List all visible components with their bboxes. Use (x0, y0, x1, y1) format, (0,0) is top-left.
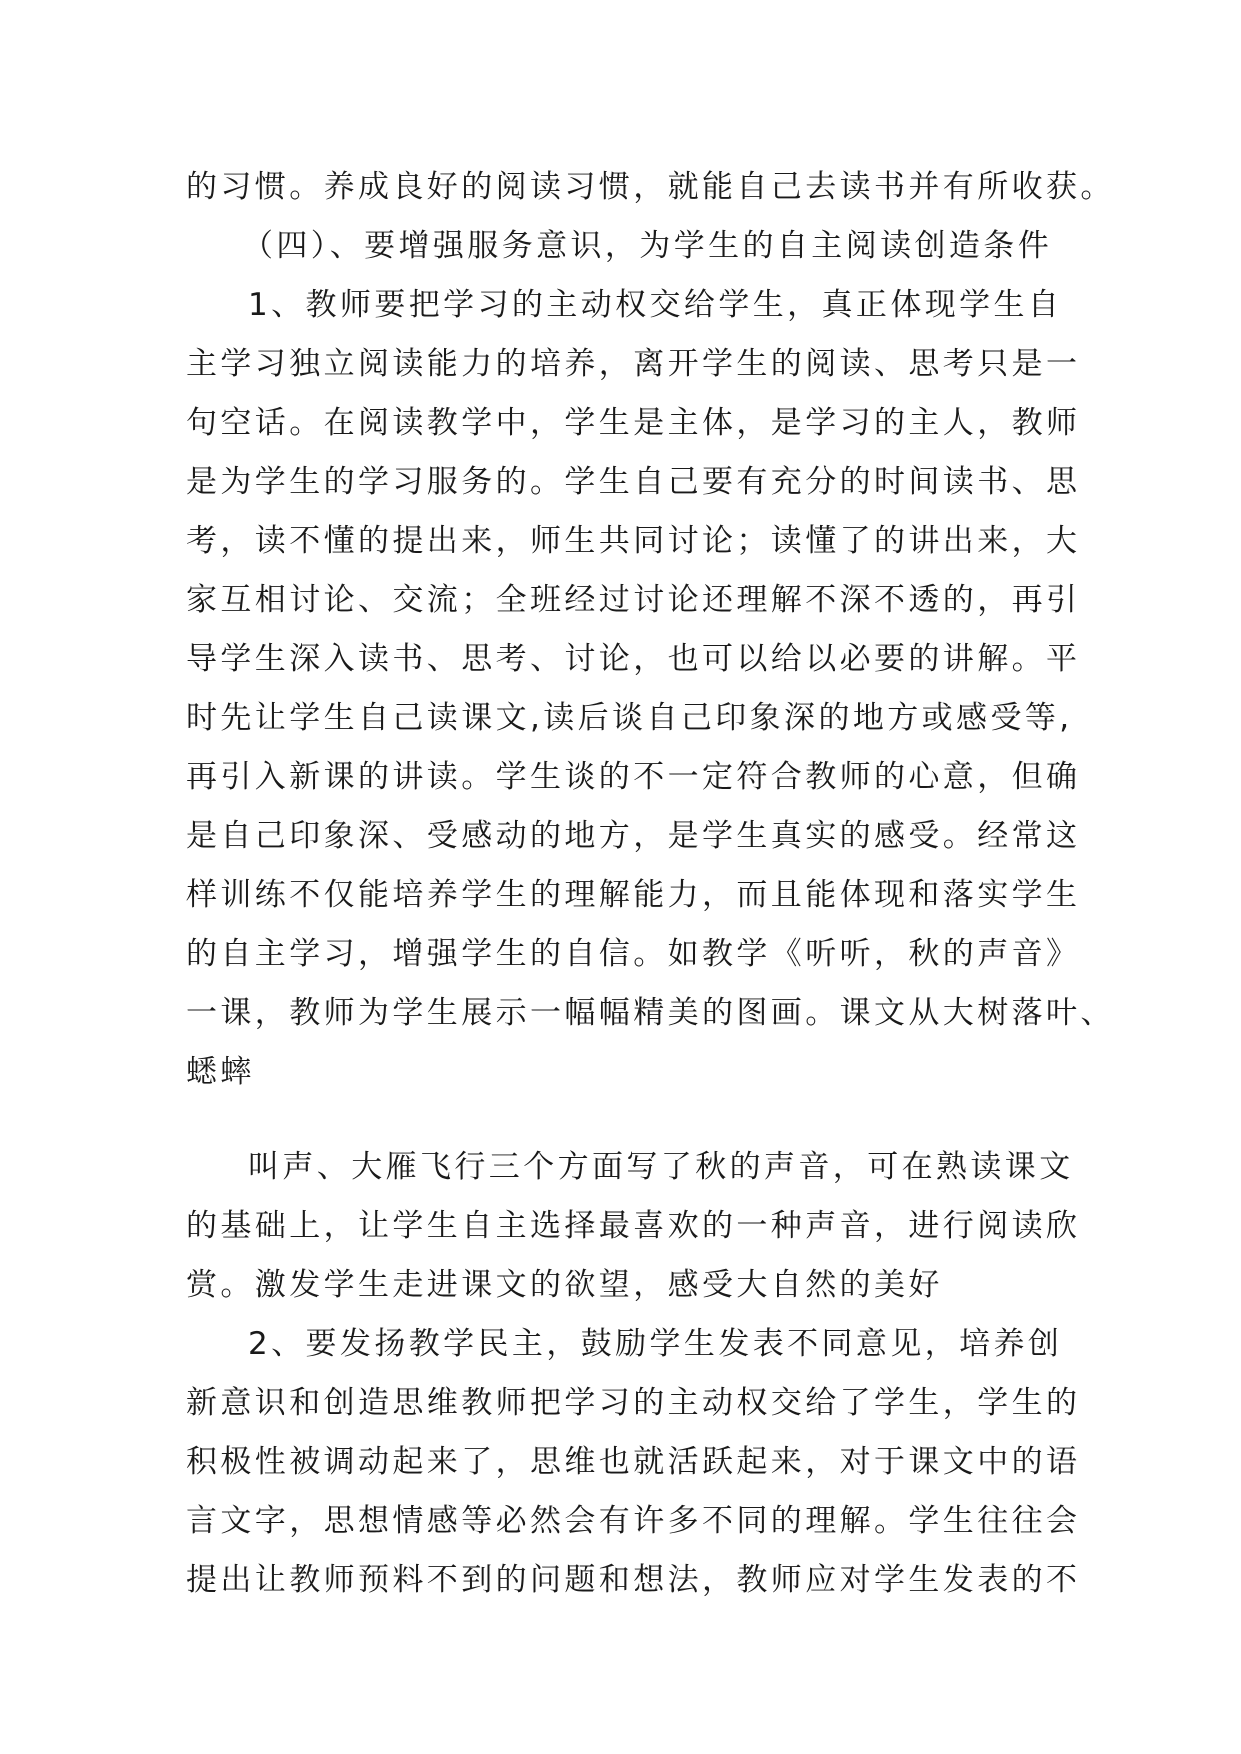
text-line: 一课，教师为学生展示一幅幅精美的图画。课文从大树落叶、 (186, 995, 1115, 1031)
text-line: 句空话。在阅读教学中，学生是主体，是学习的主人，教师 (186, 405, 1081, 441)
text-line: 积极性被调动起来了，思维也就活跃起来，对于课文中的语 (186, 1444, 1081, 1480)
text-line: 是为学生的学习服务的。学生自己要有充分的时间读书、思 (186, 464, 1081, 500)
text-line: 提出让教师预料不到的问题和想法，教师应对学生发表的不 (186, 1562, 1081, 1598)
text-line: 再引入新课的讲读。学生谈的不一定符合教师的心意，但确 (186, 759, 1081, 795)
text-line: 考，读不懂的提出来，师生共同讨论；读懂了的讲出来，大 (186, 523, 1081, 559)
text-line: 蟋蟀 (186, 1054, 255, 1090)
text-line: 主学习独立阅读能力的培养，离开学生的阅读、思考只是一 (186, 346, 1081, 382)
text-line: 言文字，思想情感等必然会有许多不同的理解。学生往往会 (186, 1503, 1081, 1539)
text-line: 家互相讨论、交流；全班经过讨论还理解不深不透的，再引 (186, 582, 1081, 618)
section-heading: （四）、要增强服务意识，为学生的自主阅读创造条件 (242, 228, 1053, 264)
text-line: 时先让学生自己读课文,读后谈自己印象深的地方或感受等, (186, 700, 1073, 736)
text-line: 的基础上，让学生自主选择最喜欢的一种声音，进行阅读欣 (186, 1208, 1081, 1244)
text-line: 的自主学习，增强学生的自信。如教学《听听，秋的声音》 (186, 936, 1081, 972)
text-line: 导学生深入读书、思考、讨论，也可以给以必要的讲解。平 (186, 641, 1081, 677)
text-line: 是自己印象深、受感动的地方，是学生真实的感受。经常这 (186, 818, 1081, 854)
body-text (186, 158, 1115, 1610)
text-line: 赏。激发学生走进课文的欲望，感受大自然的美好 (186, 1267, 943, 1303)
text-line: 1、教师要把学习的主动权交给学生，真正体现学生自 (248, 287, 1063, 323)
paragraph-gap (186, 1102, 1056, 1138)
text-line: 2、要发扬教学民主，鼓励学生发表不同意见，培养创 (248, 1326, 1063, 1362)
text-line: 叫声、大雁飞行三个方面写了秋的声音，可在熟读课文 (248, 1149, 1074, 1185)
text-line: 样训练不仅能培养学生的理解能力，而且能体现和落实学生 (186, 877, 1081, 913)
text-line: 的习惯。养成良好的阅读习惯，就能自己去读书并有所收获。 (186, 169, 1115, 205)
text-line: 新意识和创造思维教师把学习的主动权交给了学生，学生的 (186, 1385, 1081, 1421)
